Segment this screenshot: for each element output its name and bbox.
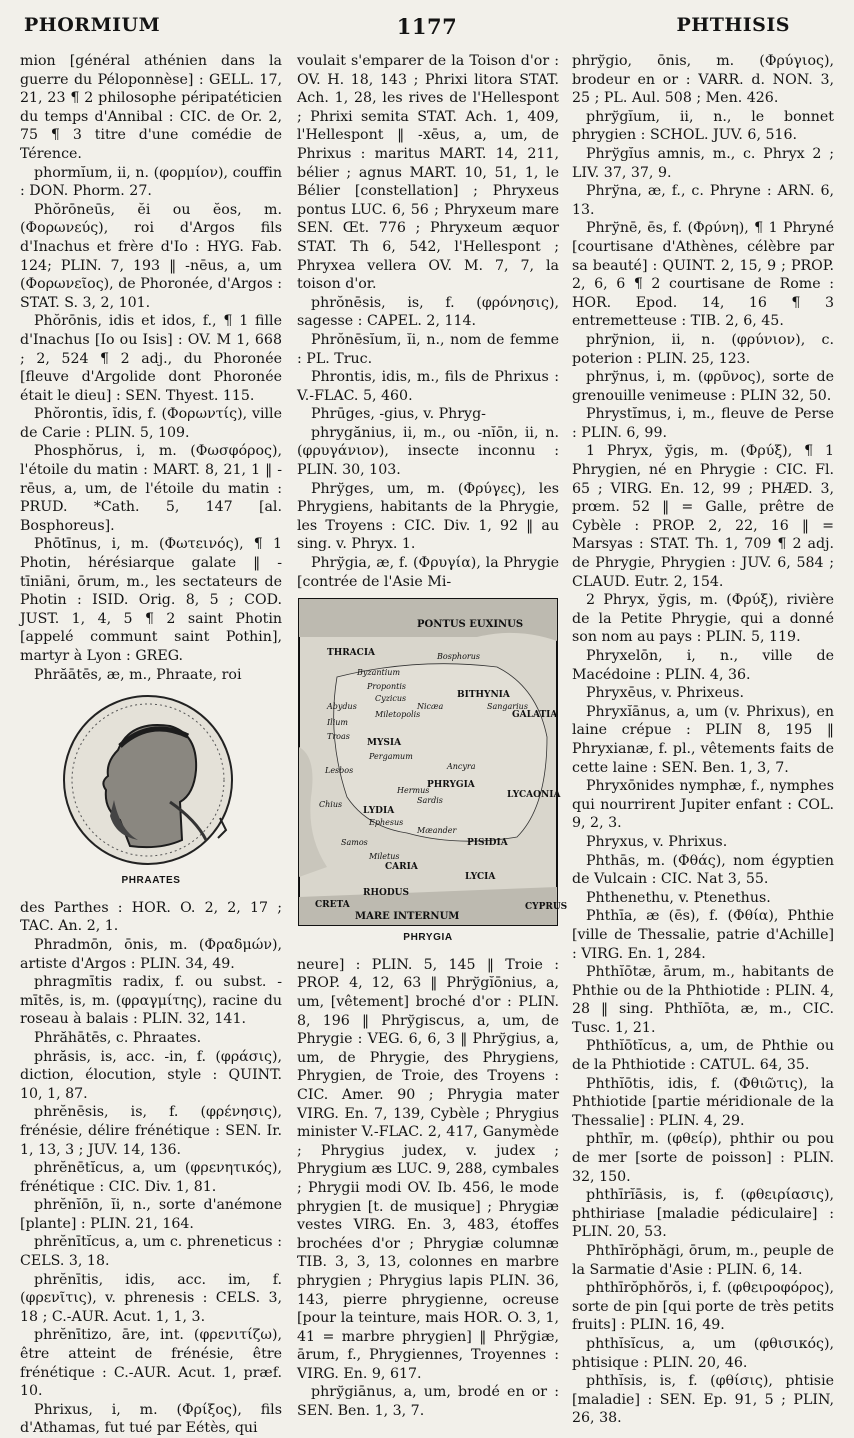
entry: Phrŏnēsĭum, ĭi, n., nom de femme : PL. Truc.: [297, 331, 559, 367]
entry: Phrystĭmus, i, m., fleuve de Perse : PLIN. 6, 99.: [572, 406, 834, 441]
header-right-word: PHTHISIS: [676, 14, 790, 36]
map-label: THRACIA: [327, 648, 376, 659]
map-label: Miletus: [369, 852, 400, 862]
entry: phormĭum, ii, n. (φορμίον), couffin : DON. Phorm. 27.: [20, 164, 282, 200]
page-header: [20, 14, 834, 48]
entry: Phrūges, -gius, v. Phryg-: [311, 406, 486, 423]
map-label: Sangarius: [487, 702, 528, 712]
map-label: CARIA: [385, 862, 418, 873]
entry: Phradmōn, ōnis, m. (Φραδμών), artiste d'Argos : PLIN. 34, 49.: [20, 936, 282, 972]
entry: Phrontis, idis, m., fils de Phrixus : V.-FLAC. 5, 460.: [297, 369, 559, 404]
map-label: PHRYGIA: [427, 780, 475, 791]
entry: phrăsis, is, acc. -in, f. (φράσις), diction, élocution, style : QUINT. 10, 1, 87.: [20, 1048, 282, 1102]
entry: Phŏrōnis, idis et idos, f., ¶ 1 fille d'Inachus [Io ou Isis] : OV. M 1, 668 ; 2, 524 ¶ 2 adj., du Phoronée [fleuve d'Argolide dont Phoronée était le dieu] : SEN. Thyest. 115.: [20, 313, 282, 404]
column-2: [297, 52, 568, 1420]
entry: Phrўgia, æ, f. (Φρυγία), la Phrygie [contrée de l'Asie Mi-: [297, 555, 559, 590]
entry: Phrўgĭus amnis, m., c. Phryx 2 ; LIV. 37, 37, 9.: [572, 145, 834, 181]
map-figure: [297, 597, 568, 948]
entry: Phrўna, æ, f., c. Phryne : ARN. 6, 13.: [572, 183, 834, 218]
entry: Phōtīnus, i, m. (Φωτεινός), ¶ 1 Photin, hérésiarque galate ‖ -tīniāni, ōrum, m., les sectateurs de Photin : ISID. Orig. 8, 5 ; COD. JUST. 1, 4, 5 ¶ 2 saint Photin [appelé communt saint Pothin], martyr à Lyon : GREG.: [20, 536, 282, 664]
map-label: PONTUS EUXINUS: [417, 619, 524, 631]
map-label: Lesbos: [325, 766, 354, 776]
map-label: Mæander: [417, 826, 457, 836]
entry: Phthīrŏphăgi, ōrum, m., peuple de la Sarmatie d'Asie : PLIN. 6, 14.: [572, 1243, 834, 1278]
column-1: [20, 52, 282, 1437]
map-label: BITHYNIA: [457, 690, 510, 701]
map-label: Ancyra: [447, 762, 476, 772]
entry: Phryxĭānus, a, um (v. Phrixus), en laine crépue : PLIN 8, 195 ‖ Phryxianæ, f. pl., vêtements faits de cette laine : SEN. Ben. 1, 3, 7.: [572, 703, 834, 776]
coin-figure: [20, 690, 282, 891]
entry: Phryxelōn, i, n., ville de Macédoine : PLIN. 4, 36.: [572, 648, 834, 683]
map-label: Byzantium: [357, 668, 401, 678]
map-label: Ephesus: [369, 818, 404, 828]
entry: 2 Phryx, ўgis, m. (Φρύξ), rivière de la Petite Phrygie, qui a donné son nom au pays : PLIN. 5, 119.: [572, 592, 834, 646]
map-label: Miletopolis: [375, 710, 421, 720]
entry: phrўgio, ōnis, m. (Φρύγιος), brodeur en or : VARR. d. NON. 3, 25 ; PL. Aul. 508 ; Men. 426.: [572, 53, 834, 107]
entry: phrĕnēsis, is, f. (φρένησις), frénésie, délire frénétique : SEN. Ir. 1, 13, 3 ; JUV. 14, 136.: [20, 1104, 282, 1158]
entry: Phthās, m. (Φθάς), nom égyptien de Vulcain : CIC. Nat 3, 55.: [572, 852, 834, 888]
map-label: LYCIA: [465, 872, 496, 883]
map-label: MYSIA: [367, 738, 402, 749]
entry: phrĕnĭōn, ĭi, n., sorte d'anémone [plante] : PLIN. 21, 164.: [20, 1197, 282, 1232]
entry: phthĭsis, is, f. (φθίσις), phtisie [maladie] : SEN. Ep. 91, 5 ; PLIN, 26, 38.: [572, 1373, 834, 1427]
entry: Phthĭōtæ, ārum, m., habitants de Phthie ou de la Phthiotide : PLIN. 4, 28 ‖ sing. Phthĭōta, æ, m., CIC. Tusc. 1, 21.: [572, 964, 834, 1036]
map-caption: PHRYGIA: [403, 932, 453, 944]
entry: phrĕnītis, idis, acc. im, f. (φρενῖτις), v. phrenesis : CELS. 3, 18 ; C.-AUR. Acut. 1, 1, 3.: [20, 1271, 282, 1325]
entry: Phŏrontis, ĭdis, f. (Φορωντίς), ville de Carie : PLIN. 5, 109.: [20, 406, 282, 441]
entry: Phthĭōtis, idis, f. (Φθιῶτις), la Phthiotide [partie méridionale de la Thessalie] : PLIN. 4, 29.: [572, 1075, 834, 1129]
entry: phthīrĭāsis, is, f. (φθειρίασις), phthiriase [maladie pédiculaire] : PLIN. 20, 53.: [572, 1187, 834, 1241]
entry: Phthĭōtĭcus, a, um, de Phthie ou de la Phthiotide : CATUL. 64, 35.: [572, 1038, 834, 1074]
entry: Phthīa, æ (ēs), f. (Φθία), Phthie [ville de Thessalie, patrie d'Achille] : VIRG. En. 1, 284.: [572, 908, 834, 962]
entry: phrĕnītĭcus, a, um c. phreneticus : CELS. 3, 18.: [20, 1234, 282, 1270]
map-label: CYPRUS: [525, 902, 568, 913]
map-label: Bosphorus: [437, 652, 480, 662]
map-label: PISIDIA: [467, 838, 508, 849]
map-label: Chius: [319, 800, 343, 810]
page-number: 1177: [396, 14, 458, 39]
entry: phrŏnēsis, is, f. (φρόνησις), sagesse : CAPEL. 2, 114.: [297, 294, 559, 330]
entry: phrĕnētĭcus, a, um (φρενητικός), frénétique : CIC. Div. 1, 81.: [20, 1160, 282, 1195]
entry: phrygănius, ii, m., ou -nĭōn, ii, n. (φρυγάνιον), insecte inconnu : PLIN. 30, 103.: [297, 424, 559, 479]
map-label: RHODUS: [363, 888, 409, 899]
map-label: Nicæa: [417, 702, 444, 712]
map-label: Propontis: [367, 682, 406, 692]
entry: Phrăātēs, æ, m., Phraate, roi: [34, 666, 242, 683]
entry: phrўgĭum, ii, n., le bonnet phrygien : SCHOL. JUV. 6, 516.: [572, 108, 834, 144]
column-3: [572, 52, 834, 1427]
entry: Phryxōnides nymphæ, f., nymphes qui nourrirent Jupiter enfant : COL. 9, 2, 3.: [572, 778, 834, 832]
entry: Phrўnē, ēs, f. (Φρύνη), ¶ 1 Phryné [courtisane d'Athènes, célèbre par sa beauté] : QUINT. 2, 15, 9 ; PROP. 2, 6, 6 ¶ 2 courtisane de Rome : HOR. Epod. 14, 16 ¶ 3 entremetteuse : TIB. 2, 6, 45.: [572, 220, 834, 330]
entry: voulait s'emparer de la Toison d'or : OV. H. 18, 143 ; Phrixi litora STAT. Ach. 1, 28, les rives de l'Hellespont ; Phrixi semita STAT. Ach. 1, 409, l'Hellespont ‖ -xēus, a, um, de Phrixus : maritus MART. 14, 211, bélier ; agnus MART. 10, 51, 1, le Bélier [constellation] ; Phryxeus pontus LUC. 6, 56 ; Phryxeum mare SEN. Œt. 776 ; Phryxeum æquor STAT. Th 6, 542, l'Hellespont ; Phryxea vellera OV. M. 7, 7, la toison d'or.: [297, 53, 559, 293]
map-label: CRETA: [315, 900, 350, 911]
entry: Phrixus, i, m. (Φρίξος), fils d'Athamas, fut tué par Eétès, qui: [20, 1401, 282, 1437]
entry: phthĭsĭcus, a, um (φθισικός), phtisique : PLIN. 20, 46.: [572, 1335, 834, 1371]
entry: Phthenethu, v. Ptenethus.: [586, 889, 771, 906]
map-label: LYCAONIA: [507, 790, 561, 801]
entry: des Parthes : HOR. O. 2, 2, 17 ; TAC. An. 2, 1.: [20, 899, 282, 935]
map-label: Cyzicus: [375, 694, 407, 704]
entry: Phryxēus, v. Phrixeus.: [586, 685, 744, 702]
coin-caption: PHRAATES: [121, 875, 181, 887]
coin-portrait-image: [20, 690, 282, 870]
map-label: GALATIA: [512, 710, 558, 721]
entry: Phŏrōneūs, ĕi ou ĕos, m. (Φορωνεύς), roi d'Argos fils d'Inachus et frère d'Io : HYG. Fab. 124; PLIN. 7, 193 ‖ -nēus, a, um (Φορωνεῖος), de Phoronée, d'Argos : STAT. S. 3, 2, 101.: [20, 201, 282, 311]
entry: phrўgiānus, a, um, brodé en or : SEN. Ben. 1, 3, 7.: [297, 1384, 559, 1420]
entry: phrўnus, i, m. (φρῦνος), sorte de grenouille venimeuse : PLIN 32, 50.: [572, 369, 834, 404]
entry: Phosphŏrus, i, m. (Φωσφόρος), l'étoile du matin : MART. 8, 21, 1 ‖ -rēus, a, um, de l'étoile du matin : PRUD. *Cath. 5, 147 [al. Bosphoreus].: [20, 443, 282, 534]
entry: neure] : PLIN. 5, 145 ‖ Troie : PROP. 4, 12, 63 ‖ Phrўgĭōnius, a, um, [vêtement] broché d'or : PLIN. 8, 196 ‖ Phrўgiscus, a, um, de Phrygie : VEG. 6, 6, 3 ‖ Phrўgius, a, um, de Phrygie, des Phrygiens, Phrygien, de Troie, des Troyens : CIC. Amer. 90 ; Phrygia mater VIRG. En. 7, 139, Cybèle ; Phrygius minister V.-FLAC. 2, 417, Ganymède ; Phrygius judex, v. judex ; Phrygium æs LUC. 9, 288, cymbales ; Phrygii modi OV. Ib. 456, le mode phrygien [t. de musique] ; Phrygiæ vestes VIRG. En. 3, 483, étoffes brochées d'or ; Phrygiæ columnæ TIB. 3, 3, 13, colonnes en marbre phrygien ; Phrygius lapis PLIN. 36, 143, pierre phrygienne, ocreuse [pour la teinture, mais HOR. O. 3, 1, 41 = marbre phrygien] ‖ Phrўgiæ, ārum, f., Phrygiennes, Troyennes : VIRG. En. 9, 617.: [297, 956, 559, 1382]
entry: phragmītis radix, f. ou subst. -mītēs, is, m. (φραγμίτης), racine du roseau à balais : PLIN. 32, 141.: [20, 974, 282, 1028]
map-label: Hermus: [397, 786, 430, 796]
entry: phthīrŏphŏrŏs, i, f. (φθειροφόρος), sorte de pin [qui porte de très petits fruits] : PLIN. 16, 49.: [572, 1280, 834, 1334]
entry: phrўnion, ii, n. (φρύνιον), c. poterion : PLIN. 25, 123.: [572, 331, 834, 367]
entry: mion [général athénien dans la guerre du Péloponnèse] : GELL. 17, 21, 23 ¶ 2 philosophe péripatéticien du temps d'Annibal : CIC. de Or. 2, 75 ¶ 3 titre d'une comédie de Térence.: [20, 53, 282, 162]
entry: Phrăhātēs, c. Phraates.: [34, 1029, 202, 1046]
map-label: Pergamum: [369, 752, 413, 762]
map-label: Ilium: [327, 718, 349, 728]
phrygia-map: [297, 597, 568, 927]
map-label: MARE INTERNUM: [355, 911, 460, 923]
header-left-word: PHORMIUM: [24, 14, 161, 36]
entry: Phrўges, um, m. (Φρύγες), les Phrygiens, habitants de la Phrygie, les Troyens : CIC. Div. 1, 92 ‖ au sing. v. Phryx. 1.: [297, 480, 559, 553]
map-label: LYDIA: [363, 806, 395, 817]
entry: phrĕnītizo, āre, int. (φρενιτίζω), être atteint de frénésie, être frénétique : C.-AUR. Acut. 1, præf. 10.: [20, 1327, 282, 1400]
map-label: Abydus: [327, 702, 357, 712]
map-label: Sardis: [417, 796, 443, 806]
entry: 1 Phryx, ўgis, m. (Φρύξ), ¶ 1 Phrygien, né en Phrygie : CIC. Fl. 65 ; VIRG. En. 12, 99 ; PHÆD. 3, prœm. 52 ‖ = Galle, prêtre de Cybèle : PROP. 2, 22, 16 ‖ = Marsyas : STAT. Th. 1, 709 ¶ 2 adj. de Phrygie, Phrygien : JUV. 6, 584 ; CLAUD. Eutr. 2, 154.: [572, 443, 834, 590]
dictionary-columns: [20, 52, 834, 1437]
entry: phthīr, m. (φθείρ), phthir ou pou de mer [sorte de poisson] : PLIN. 32, 150.: [572, 1131, 834, 1185]
entry: Phryxus, v. Phrixus.: [586, 833, 728, 850]
map-label: Samos: [341, 838, 368, 848]
map-label: Troas: [327, 732, 350, 742]
